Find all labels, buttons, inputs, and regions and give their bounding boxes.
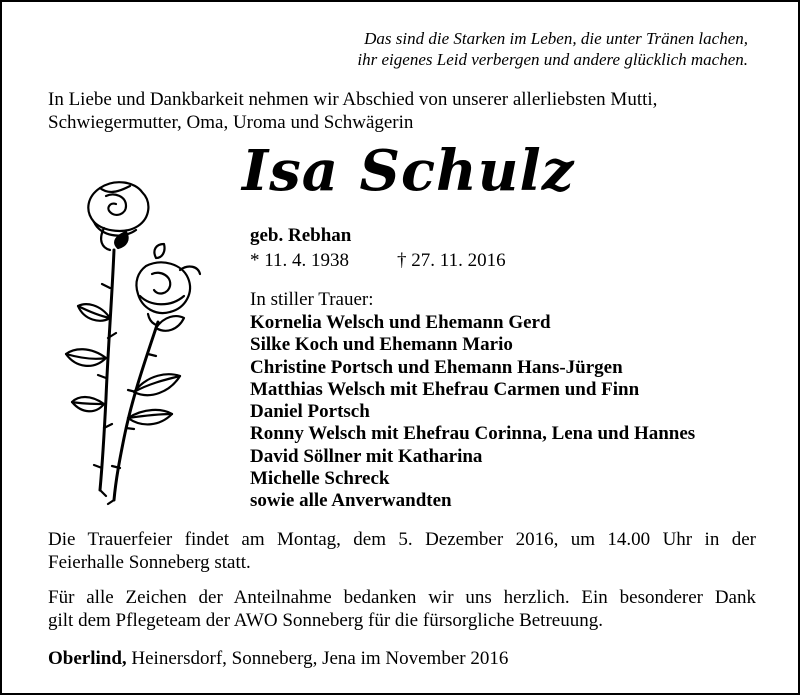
mourner-item: David Söllner mit Katharina: [250, 445, 483, 467]
deceased-name: Isa Schulz: [242, 138, 575, 204]
mourner-item: Matthias Welsch mit Ehefrau Carmen und Finn: [250, 378, 640, 400]
intro-text: [48, 88, 758, 134]
funeral-info: [48, 528, 756, 574]
life-dates: [250, 249, 506, 272]
mourner-item: Kornelia Welsch und Ehemann Gerd: [250, 312, 551, 333]
death-date: † 27. 11. 2016: [397, 250, 506, 271]
thanks-line-2: gilt dem Pflegeteam der AWO Sonneberg für die fürsorgliche Betreuung.: [48, 610, 603, 631]
mourner-item: Christine Portsch und Ehemann Hans-Jürgen: [250, 356, 623, 378]
closing-place-bold: Oberlind,: [48, 648, 127, 669]
funeral-line-1: Die Trauerfeier findet am Montag, dem 5. Dezember 2016, um 14.00 Uhr in der: [48, 529, 756, 550]
intro-line-1: In Liebe und Dankbarkeit nehmen wir Abschied von unserer allerliebsten Mutti,: [48, 89, 658, 110]
mourners-label: In stiller Trauer:: [250, 289, 374, 310]
mourners-list: [250, 312, 695, 513]
thanks-line-1: Für alle Zeichen der Anteilnahme bedanken wir uns herzlich. Ein besonderer Dank: [48, 587, 756, 608]
thanks-text: [48, 586, 756, 632]
mourner-item: Silke Koch und Ehemann Mario: [250, 334, 513, 356]
closing-places-rest: Heinersdorf, Sonneberg, Jena im November 2016: [131, 648, 509, 669]
birth-name: geb. Rebhan: [250, 225, 352, 246]
birth-date: * 11. 4. 1938: [250, 250, 350, 271]
rose-drawing-icon: [60, 178, 210, 508]
mourner-item: Daniel Portsch: [250, 401, 370, 423]
quote-line-1: Das sind die Starken im Leben, die unter Tränen lachen,: [364, 29, 748, 48]
mourner-item: sowie alle Anverwandten: [250, 490, 452, 512]
mourner-item: Ronny Welsch mit Ehefrau Corinna, Lena und Hannes: [250, 423, 696, 445]
quote-line-2: ihr eigenes Leid verbergen und andere glücklich machen.: [357, 50, 748, 69]
closing-places: [48, 647, 508, 670]
mourner-item: Michelle Schreck: [250, 468, 390, 490]
intro-line-2: Schwiegermutter, Oma, Uroma und Schwägerin: [48, 112, 414, 133]
funeral-line-2: Feierhalle Sonneberg statt.: [48, 552, 251, 573]
memorial-quote: [278, 28, 748, 70]
